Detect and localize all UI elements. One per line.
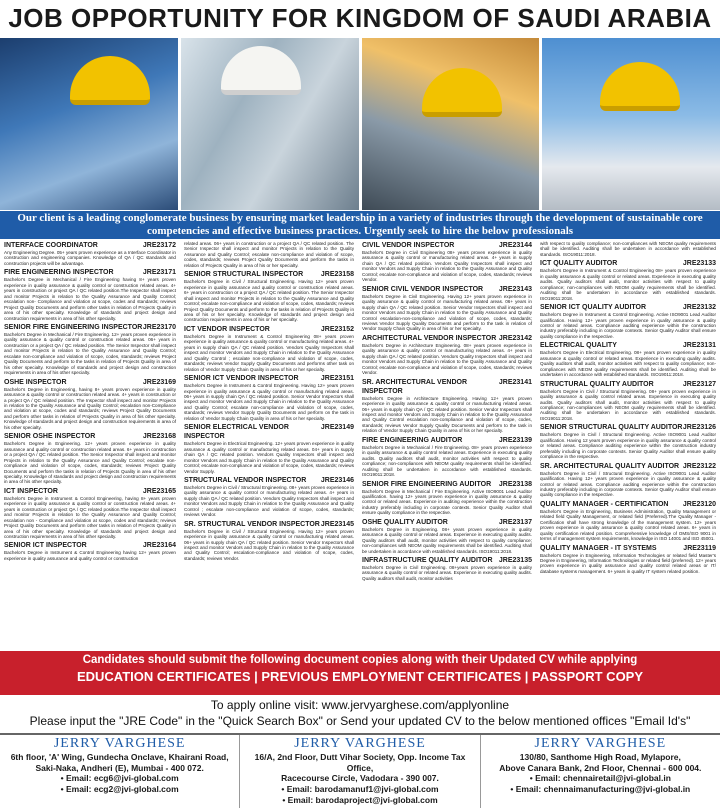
job-listing bbox=[540, 341, 716, 377]
job-code: JRE23120 bbox=[682, 500, 716, 508]
job-header bbox=[540, 303, 716, 312]
job-code: JRE23119 bbox=[683, 544, 716, 552]
job-header bbox=[540, 544, 716, 553]
job-code: JRE23135 bbox=[498, 557, 532, 565]
brand-logo: JERRY VARGHESE bbox=[534, 736, 667, 751]
job-header bbox=[184, 374, 354, 383]
job-title: SENIOR ELECTRICAL VENDOR INSPECTOR bbox=[184, 424, 289, 441]
job-header bbox=[4, 268, 176, 277]
hard-hat-icon bbox=[422, 68, 502, 117]
job-listing bbox=[540, 241, 716, 257]
job-description: Bachelor's Degree in Electrical Engineering. 12+ years proven experience in quality assurance & quality control or manufacturing related areas. 04+ years in supply chain QA / QC related position. Vendors Quality Inspectors shall inspect and monitor Vendors and Supply Chain in relation to the Quality Assurance and Quality Control; escalate non-compliance and violation of scope, codes, standards; reviews Vendor Supply. bbox=[184, 441, 354, 474]
job-code: JRE23168 bbox=[142, 433, 176, 441]
job-description: Bachelor's Degree in Civil Engineering 08+ years proven experience in quality assurance & quality control or manufacturing related areas. 4+ years in supply chain QA / QC related position. Vendors Quality Inspectors shall inspect and monitor Vendors and Supply Chain in relation to the Quality Assurance and Quality Control; escalate non-compliance and violation of scope, codes, standards; reviews Vendor. bbox=[362, 250, 532, 283]
office-address-line: Above Canara Bank, 2nd Floor, Chennai - 600 004. bbox=[499, 762, 702, 773]
job-code: JRE23131 bbox=[682, 342, 716, 350]
job-title: SENIOR FIRE ENGINEERING INSPECTOR bbox=[4, 323, 143, 331]
apply-instructions bbox=[0, 697, 720, 731]
job-listing bbox=[362, 436, 532, 478]
job-title: SENIOR FIRE ENGINEERING AUDITOR bbox=[362, 480, 492, 488]
job-header bbox=[4, 378, 176, 387]
job-description: Bachelor's Degree in Engineering, Business Administration, Quality Management or related field Quality Management, or related field (Preferred).The Quality Manager - Certification shall have strong knowledge of the management system. 12+ years proven experience in quality assurance & quality control related areas. 6+ years in quality certification related position. Comprehensive knowledge of OMS/ISO 9001 in terms of management system requirements, knowledge in ISO 14001 and ISO 45001. bbox=[540, 508, 716, 542]
job-description: Bachelor's Degree in Civil / Structural Engineering. 08+ years proven experience in quality assurance & quality control related areas. Experience in executing quality audits. Quality auditors shall audit, monitor activities with respect to quality compliance; non-compliances with NEOM quality requirements shall be identified. Auditing shall be undertaken in accordance with established standards. ISO19011:2018. bbox=[540, 388, 716, 421]
job-listing bbox=[184, 374, 354, 421]
job-description: Bachelor's Degree in Architecture Engineering. Having 12+ years proven experience in quality assurance & quality control or manufacturing related areas. 06+ years in supply chain QA / QC related position. Senior Vendor Inspectors shall inspect and monitor Vendors and Supply Chain in relation to the Quality Assurance and Quality Control escalation non-compliance and violation of scope, codes, standards; reviews Vendor Supply Quality Documents and perform to the task in relation of Vendor Supply Chain Quality in area of his or her specialty. bbox=[362, 395, 532, 434]
offices bbox=[0, 733, 720, 808]
job-title: ICT VENDOR INSPECTOR bbox=[184, 325, 270, 333]
office-email[interactable]: • Email: ecg6@jvi-global.com bbox=[60, 773, 179, 783]
job-listing bbox=[540, 303, 716, 339]
job-description: related areas. 06+ years in construction or a project QA / QC related position. The Senior Inspector shall inspect and monitor Projects in relation to the Quality Assurance and Quality Control; escalate non-compliance and violation of scope, codes, standards; reviews Project Quality Documents and perform the tasks in relation of Projects Quality in area of his or her specialty. bbox=[184, 241, 354, 268]
job-title: SENIOR CIVIL VENDOR INSPECTOR bbox=[362, 285, 484, 293]
job-code: JRE23127 bbox=[682, 380, 716, 388]
job-header bbox=[4, 541, 176, 550]
job-description: Bachelor's Degree in Mechanical / Fire Engineering having 8+ years proven experience in quality assurance & quality control or construction related areas. 4+ years in construction or project QA / QC related position.The Inspector shall inspect and monitor Projects in relation to the Quality Assurance and Quality Control; escalation non- Compliance and violation at scope, codes and standards; reviews Project Quality Documents and perform other tasks in relation of Projects Quality in area of his other specialty. Knowledge of standards and project design and construction requirements in area of his other specialty. bbox=[4, 277, 176, 321]
job-description: Bachelor's Degree in Mechanical / Fire Engineering. 12+ years proven experience in quality assurance & quality control or construction related areas. 06+ years in construction or a project QA / QC related position. The Senior Inspector shall inspect and monitor Projects in relation to the Quality Assurance and Quality Control; escalate non-compliance and violation of scope, codes, standards; reviews Project Quality Documents and perform to the tasks in relation of Projects Quality in area of his other specialty. Knowledge of standards and project design and construction requirements in area of his other specialty. bbox=[4, 331, 176, 376]
job-title: QUALITY MANAGER - IT SYSTEMS bbox=[540, 544, 657, 552]
office-email[interactable]: • Email: chennairetail@jvi-global.in bbox=[529, 773, 671, 783]
job-column-2 bbox=[180, 241, 358, 649]
job-column-3 bbox=[358, 241, 536, 649]
job-description: Bachelor's Degree in Electrical Engineering. 08+ years proven experience in quality assurance & quality control or related areas. Experience in executing quality audits. Quality auditors shall audit, monitor activities with respect to quality compliance; non-compliances with NEOM quality requirements shall be identified. Auditing shall be undertaken in accordance with established standards. ISO19011:2018. bbox=[540, 350, 716, 378]
job-description: Bachelor's Degree in Instrument & Control Engineering 08+ years proven experience in quality assurance & quality control or manufacturing related areas. 4+ years in supply chain QA / QC related position. Vendors Quality Inspectors shall inspect and monitor Vendors and Supply Chain in relation to the Quality Assurance and Quality Control ; escalate non-compliance and violation of scope, codes, standards; reviews Vendor Supply Quality Documents and performs other task on relation of Vendor Supply Chain Quality in area of his or her specialty. bbox=[184, 333, 354, 372]
office-email[interactable]: • Email: ecg2@jvi-global.com bbox=[60, 784, 179, 794]
job-title: ICT QUALITY AUDITOR bbox=[540, 260, 618, 268]
job-code: JRE23149 bbox=[320, 424, 354, 432]
job-listing bbox=[184, 520, 354, 562]
job-header bbox=[362, 480, 532, 489]
job-listing bbox=[540, 500, 716, 542]
job-listing bbox=[540, 423, 716, 459]
photo-strip bbox=[0, 38, 720, 210]
job-title: INTERFACE COORDINATOR bbox=[4, 242, 98, 249]
job-listing bbox=[362, 241, 532, 283]
brand-logo: JERRY VARGHESE bbox=[294, 736, 426, 751]
job-listing bbox=[4, 241, 176, 266]
office-email[interactable]: • Email: chennaimanufacturing@jvi-global.in bbox=[510, 784, 691, 794]
job-header bbox=[184, 325, 354, 334]
job-title: STRUCTURAL VENDOR INSPECTOR bbox=[184, 476, 307, 484]
job-title: CIVIL VENDOR INSPECTOR bbox=[362, 242, 455, 249]
office-mumbai bbox=[0, 735, 239, 808]
job-description: Bachelor's Degree in Instrument & Control Engineering. Having 12+ years proven experience in quality assurance & quality control or manufacturing related areas. 06+ years in supply chain QA / QC related position. Senior Vendor Inspectors shall inspect and monitor Vendors and Supply Chain in relation to the Quality Assurance and Quality Control; escalate non-compliance and violation of scope, codes, standards; reviews Vendor Supply Quality Documents and perform on the task in relation of Vendor Supply Chain Quality in area of his or her specialty. bbox=[184, 383, 354, 421]
job-listing bbox=[362, 480, 532, 516]
job-listing bbox=[184, 241, 354, 268]
photo-engineer-portrait bbox=[181, 38, 359, 210]
job-title: ARCHITECTURAL VENDOR INSPECTOR bbox=[362, 334, 497, 342]
job-description: Bachelor's Degree in Civil / Structural Engineering. Having 12+ years proven experience in quality assurance and quality control or construction related areas. 6+ years in construction or a project QA / QC related position. The Senior Inspector shall inspect and monitor Projects in relation to the Quality Assurance and Quality Control; escalate non-compliance and violation of scope, codes, standards; reviews Project Quality Documents and perform to the tasks in relation of Projects Quality in area of his or her specialty. Knowledge of standards and project design and construction requirements in area of his or her specialty. bbox=[184, 279, 354, 323]
job-header bbox=[540, 380, 716, 389]
job-title: ICT INSPECTOR bbox=[4, 487, 58, 495]
job-listing bbox=[184, 476, 354, 518]
job-listing bbox=[184, 325, 354, 372]
job-header bbox=[184, 476, 354, 485]
job-code: JRE23126 bbox=[682, 424, 716, 432]
job-description: Bachelor's Degree in Civil / Structural Engineering. Active ISO9001 Lead Auditor qualification. Having 12+ years proven experience in quality assurance & quality control or related areas. Compliance auditing experience within the construction industry preferably including in corporate contexts. Senior Quality Auditor shall ensure quality compliance in the respective. bbox=[540, 470, 716, 498]
job-description: Any Engineering Degree. 05+ years proven experience as a Interface Coordinator in construction and engineering companies. Knowledge of QA / QC standards and construction projects will be advantage. bbox=[4, 250, 176, 266]
job-description: Bachelor's Degree in Engineering, having 8+ years proven experience in quality assurance & quality control or construction related areas. 4+ years in construction or a project QA / QC related position. The Inspector shall inspect and monitor Projects in relation to the Quality Assurance and Quality Control; escalation non-Compliance and violation at scope, codes and standards; reviews Project Quality Documents and perform other tasks in relation of Projects Quality in area of his other specialty. Knowledge of standards and project design and construction requirements in area of his other specialty. bbox=[4, 386, 176, 430]
photo-worker-sky bbox=[542, 38, 720, 210]
office-chennai bbox=[480, 735, 720, 808]
job-code: JRE23142 bbox=[498, 334, 532, 342]
job-description: Bachelor's Degree in Engineering, Information Technologies or related field Master's Degree in Engineering, Information Technologies or related field (preferred). 12+ years proven experience in quality assurance and quality control related areas or IT/ database systems management. 6+ years in quality IT system related position. bbox=[540, 552, 716, 574]
documents-list: EDUCATION CERTIFICATES | PREVIOUS EMPLOYMENT CERTIFICATES | PASSPORT COPY bbox=[76, 669, 644, 684]
job-header bbox=[540, 423, 716, 432]
job-description: Bachelor's Degree in Civil Engineering. 08+years proven experience in quality assurance & quality control or related areas. Experience in executing quality audits. Quality auditors shall audit, monitor activities bbox=[362, 565, 532, 581]
job-code: JRE23145 bbox=[320, 520, 354, 528]
job-header bbox=[362, 436, 532, 445]
job-description: Bachelor's Degree in Instrument & Control Engineering. Active ISO9001 Lead Auditor qualification. Having 12+ years proven experience in quality assurance & quality control or related areas. Compliance auditing experience within the construction industry preferably including in corporate contexts. Senior Quality Auditor shall ensure quality compliance in the respective. bbox=[540, 312, 716, 339]
job-listing bbox=[540, 259, 716, 301]
job-column-4 bbox=[536, 241, 720, 649]
job-title: STRUCTURAL QUALITY AUDITOR bbox=[540, 380, 654, 388]
hard-hat-icon bbox=[600, 62, 680, 111]
job-listing bbox=[4, 541, 176, 561]
job-code: JRE23146 bbox=[320, 476, 354, 484]
job-header bbox=[4, 432, 176, 441]
job-code: JRE23165 bbox=[142, 487, 176, 495]
job-code: JRE23170 bbox=[142, 323, 176, 331]
job-listing bbox=[4, 323, 176, 376]
job-code: JRE23144 bbox=[498, 242, 532, 249]
job-listing bbox=[362, 334, 532, 376]
job-code: JRE23171 bbox=[142, 269, 176, 277]
office-address-line: Saki-Naka, Andheri (E), Mumbai - 400 072. bbox=[35, 762, 204, 773]
job-header bbox=[184, 423, 354, 441]
job-description: Bachelor's Degree in Civil / Structural Engineering. 08+ years proven experience in quality assurance & quality control or manufacturing related areas. 4+ years in supply chain QA / QC related position. Vendors Quality Inspectors shall inspect and monitor Vendors and Supply Chain in relation to the Quality Assurance and Quality Control ; escalate non-compliance and violation of scope, codes, standards; reviews Vendor. bbox=[184, 484, 354, 518]
intro-banner: Our client is a leading conglomerate business by ensuring market leadership in a variety of industries through the development of sustainable core competencies and effective business practices. Urgently seek to hire the below professionals bbox=[0, 211, 720, 239]
job-listing bbox=[362, 518, 532, 554]
job-description: Bachelor's Degree in Instrument & Control Engineering having 12+ years proven experience in quality assurance and quality control or construction bbox=[4, 550, 176, 561]
office-email[interactable]: • Email: barodamanuf1@jvi-global.com bbox=[281, 783, 439, 794]
job-listing bbox=[4, 432, 176, 485]
brand-logo: JERRY VARGHESE bbox=[53, 736, 186, 751]
job-title: SR. ARCHITECTURAL VENDOR INSPECTOR bbox=[362, 378, 468, 395]
job-code: JRE23151 bbox=[320, 375, 354, 383]
job-title: SENIOR ICT INSPECTOR bbox=[4, 542, 87, 550]
job-code: JRE23152 bbox=[320, 325, 354, 333]
job-description: Bachelor's Degree in Mechanical / Fire Engineering. 08+ years proven experience in quality assurance & quality control related areas. Experience in executing quality audits. Quality auditors shall audit, monitor activities with respect to quality compliance; non-compliances with NEOM quality requirements shall be identified. Auditing shall be undertaken in accordance with established standards. ISO19011:2018. bbox=[362, 444, 532, 478]
job-header bbox=[184, 520, 354, 529]
job-column-1 bbox=[0, 241, 180, 649]
job-title: SENIOR OSHE INSPECTOR bbox=[4, 433, 96, 441]
job-header bbox=[540, 500, 716, 509]
job-listing bbox=[362, 285, 532, 332]
office-email[interactable]: • Email: barodaproject@jvi-global.com bbox=[282, 794, 438, 805]
job-header bbox=[362, 334, 532, 343]
job-listing bbox=[4, 268, 176, 321]
job-header bbox=[362, 285, 532, 294]
documents-instruction: Candidates should submit the following document copies along with their Updated CV while applying bbox=[82, 654, 638, 666]
job-title: FIRE ENGINEERING INSPECTOR bbox=[4, 269, 114, 277]
job-listing bbox=[362, 556, 532, 581]
job-code: JRE23132 bbox=[682, 304, 716, 312]
job-code: JRE23164 bbox=[142, 542, 176, 550]
job-code: JRE23138 bbox=[498, 480, 532, 488]
office-address-line: 16/A, 2nd Floor, Dutt Vihar Society, Opp. Income Tax Office, bbox=[254, 752, 466, 773]
job-header bbox=[4, 487, 176, 496]
jre-code-line: Please input the "JRE Code" in the "Quick Search Box" or Send your updated CV to the below mentioned offices "Email Id's" bbox=[29, 714, 691, 728]
job-description: Bachelor's Degree in Mechanical / Fire Engineering. Active ISO9001 Lead Auditor qualification. having 12+ years proven experience in quality assurance & quality control or related areas. Experience in auditing experience within the construction industry preferably including in corporate contexts. Senior Quality Auditor shall ensure quality compliance in the respective. bbox=[362, 488, 532, 516]
job-code: JRE23122 bbox=[682, 462, 716, 470]
photo-welder bbox=[362, 38, 540, 210]
hard-hat-icon bbox=[221, 46, 301, 95]
job-code: JRE23169 bbox=[142, 378, 176, 386]
job-title: SENIOR STRUCTURAL QUALITY AUDITOR bbox=[540, 424, 683, 432]
job-listing bbox=[540, 462, 716, 498]
job-header bbox=[4, 323, 176, 332]
job-code: JRE23143 bbox=[498, 285, 532, 293]
office-address-line: 6th floor, 'A' Wing, Gundecha Onclave, Khairani Road, bbox=[10, 752, 229, 762]
job-description: Bachelor's Degree in Instrument & Control Engineering, having 8+ years proven experience in quality assurance & quality control or construction related areas. 4+ years in construction or project QA / QC related position.The Inspector shall inspect and monitor Projects in relation to the Quality Assurance and Quality Control; escalation non - Compliance and violation at scope, codes and standards; reviews Project Quality Documents and perform other tasks in relation of Projects Quality in area of his other specialty. Knowledge of standards and project design and construction requirements in area of his other specialty. bbox=[4, 495, 176, 540]
job-header bbox=[362, 241, 532, 250]
job-code: JRE23133 bbox=[682, 260, 716, 268]
job-listing bbox=[4, 487, 176, 540]
job-header bbox=[362, 556, 532, 565]
job-title: OSHE QUALITY AUDITOR bbox=[362, 518, 448, 526]
job-description: Bachelor's Degree in Engineering. 12+ years proven experience in quality assurance and quality control or construction related areas. 6+ years in construction or a project QA / QC related position. The Senior Inspector shall inspect and monitor Projects in relation to the Quality Assurance and Quality Control; escalate non-compliance and violation of scope, codes, standards; reviews Project Quality Documents and perform the tasks in relation of Projects Quality in area of his other specialty. Knowledge of standards and project design and construction requirements in area of his other specialty. bbox=[4, 441, 176, 485]
job-header bbox=[4, 241, 176, 250]
job-description: Bachelor's Degree in Civil / Structural Engineering. Active ISO9001 Lead Auditor qualification. Having 12 years proven experience in quality assurance & quality control or related areas. Compliance auditing experience within the construction industry preferably including in corporate contexts. Senior Quality Auditor shall ensure quality compliance in the respective. bbox=[540, 432, 716, 460]
job-title: OSHE INSPECTOR bbox=[4, 378, 67, 386]
page-title: JOB OPPORTUNITY FOR KINGDOM OF SAUDI ARABIA bbox=[8, 3, 712, 33]
job-header bbox=[362, 378, 532, 396]
job-header bbox=[540, 462, 716, 471]
job-header bbox=[184, 270, 354, 279]
job-title: SENIOR ICT QUALITY AUDITOR bbox=[540, 304, 647, 312]
job-listing bbox=[184, 270, 354, 323]
job-title: FIRE ENGINEERING AUDITOR bbox=[362, 436, 463, 444]
job-description: Bachelor's Degree in Architecture Engineering. 08+ years proven experience in quality assurance & quality control or manufacturing related areas. 4+ years in supply chain QA / QC related position. Vendors Quality Inspectors shall inspect and monitor Vendors and Supply Chain in relation to the Quality Assurance and Quality Control; escalate non-compliance and violation of scope, codes, standards; reviews Vendor. bbox=[362, 342, 532, 376]
job-listing bbox=[362, 378, 532, 434]
job-title: SENIOR STRUCTURAL INSPECTOR bbox=[184, 271, 304, 279]
office-address-line: 130/80, Santhome High Road, Mylapore, bbox=[519, 752, 681, 762]
job-code: JRE23158 bbox=[320, 271, 354, 279]
photo-worker-blue bbox=[0, 38, 178, 210]
job-header bbox=[362, 518, 532, 527]
job-title: SR. STRUCTURAL VENDOR INSPECTOR bbox=[184, 520, 320, 528]
job-code: JRE23141 bbox=[498, 378, 532, 386]
job-description: Bachelor's Degree in Instrument & Control Engineering 08+ years proven experience in quality assurance & quality control or related areas. Experience in executing quality audits. Quality auditors shall audit, monitor activities with respect to quality compliance; non-compliances with NEOM quality requirements shall be identified. Auditing shall be undertaken in accordance with established standards. ISO19011:2018. bbox=[540, 268, 716, 301]
job-listing bbox=[4, 378, 176, 431]
job-code: JRE23139 bbox=[498, 436, 532, 444]
job-code: JRE23137 bbox=[498, 518, 532, 526]
job-header bbox=[540, 259, 716, 268]
job-code: JRE23172 bbox=[142, 242, 176, 249]
job-listing bbox=[540, 380, 716, 422]
job-listing bbox=[184, 423, 354, 474]
documents-banner bbox=[0, 651, 720, 695]
job-title: QUALITY MANAGER - CERTIFICATION bbox=[540, 500, 669, 508]
hard-hat-icon bbox=[70, 56, 150, 105]
job-title: SR. ARCHITECTURAL QUALITY AUDITOR bbox=[540, 462, 680, 470]
job-description: Bachelor's Degree in Engineering. 08+ years proven experience in quality assurance & quality control or related areas. Experience in executing quality audits. Quality auditors shall audit, monitor activities with respect to quality compliance; non-compliances with NEOM quality requirements shall be identified. Auditing shall be undertaken in accordance with established standards. ISO19011:2018. bbox=[362, 526, 532, 554]
office-vadodara bbox=[239, 735, 479, 808]
job-description: with respect to quality compliance; non-compliances with NEOM quality requirements shall be identified. Auditing shall be undertaken in accordance with established standards. ISO19011:2018. bbox=[540, 241, 716, 257]
job-description: Bachelor's Degree in Civil Engineering. Having 12+ years proven experience in quality assurance & quality control or manufacturing related areas. 06+ years in supply chain QA / QC related position. Senior Vendor Inspectors shall inspect and monitor Vendors and Supply Chain in relation to the Quality Assurance and Quality Control escalation-non-compliance and violation of scope, codes, standards; reviews Vendor Supply Quality Documents and perform to the task in relation of Vendor Supply Chain Quality in area of his or her specialty. bbox=[362, 293, 532, 332]
apply-online-line[interactable]: To apply online visit: www.jervyarghese.com/applyonline bbox=[210, 698, 510, 712]
job-title: INFRASTRUCTURE QUALITY AUDITOR bbox=[362, 557, 493, 565]
job-columns bbox=[0, 241, 720, 649]
job-listing bbox=[540, 544, 716, 575]
job-title: ELECTRICAL QUALITY bbox=[540, 342, 617, 350]
job-header bbox=[540, 341, 716, 350]
job-title: SENIOR ICT VENDOR INSPECTOR bbox=[184, 375, 299, 383]
job-description: Bachelor's Degree in Civil / Structural Engineering. Having 12+ years proven experience in quality assurance & quality control or manufacturing related areas. 06+ years in supply chain QA / QC related position. Senior Vendor Inspectors shall inspect and monitor Vendors and Supply Chain in relation to the Quality Assurance and Quality Control; escalation-compliance and violation of scope, codes, standards; reviews Vendor. bbox=[184, 528, 354, 561]
office-address-line: Racecourse Circle, Vadodara - 390 007. bbox=[281, 773, 439, 783]
